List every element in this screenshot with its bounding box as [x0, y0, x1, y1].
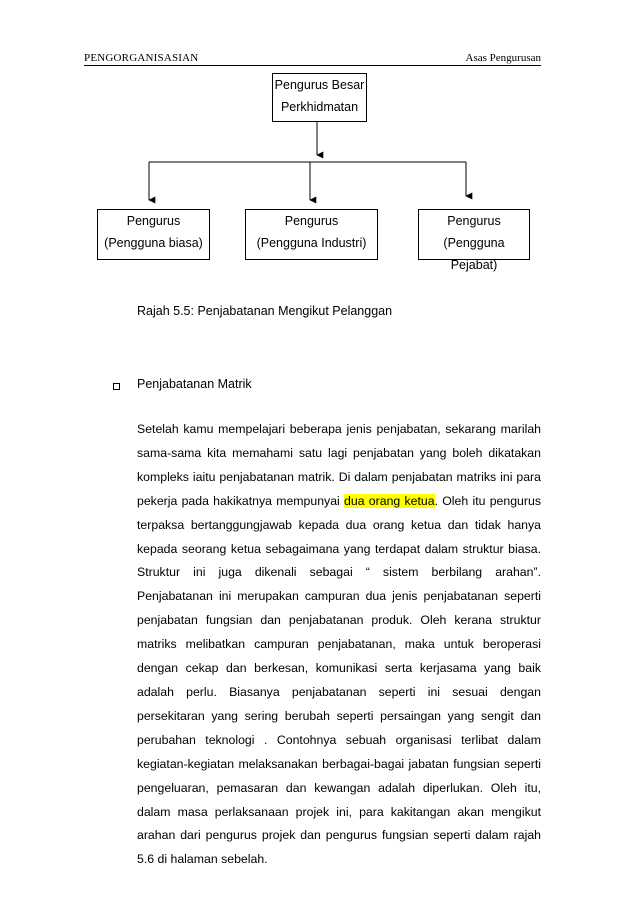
org-node-child-1-line2: (Pengguna biasa): [104, 236, 203, 250]
org-node-child-2: [245, 209, 378, 260]
org-node-top: [272, 73, 367, 122]
org-node-child-1: [97, 209, 210, 260]
org-node-child-1-line1: Pengurus: [126, 214, 181, 228]
org-node-child-3-line2: (Pengguna Pejabat): [443, 236, 505, 272]
highlighted-text: dua orang ketua: [344, 493, 435, 508]
header-chapter-title: PENGORGANISASIAN: [84, 52, 199, 64]
header-book-title: Asas Pengurusan: [465, 52, 541, 64]
org-node-top-line2: Perkhidmatan: [280, 100, 359, 114]
paragraph-text-before: Setelah kamu mempelajari beberapa jenis penjabatan, sekarang marilah sama-sama kita memahami satu lagi penjabatan yang boleh dikatakan kompleks iaitu penjabatanan matrik. Di dalam penjabatan matriks ini para pekerja pada hakikatnya mempunyai: [137, 422, 541, 508]
body-paragraph: [137, 418, 541, 872]
section-heading: Penjabatanan Matrik: [137, 377, 252, 391]
org-node-child-3: [418, 209, 530, 272]
org-node-child-2-line1: Pengurus: [284, 214, 339, 228]
org-node-top-line1: Pengurus Besar: [274, 78, 365, 92]
square-bullet-icon: [113, 383, 120, 390]
figure-caption: Rajah 5.5: Penjabatanan Mengikut Pelanggan: [137, 304, 393, 318]
org-node-child-2-line2: (Pengguna Industri): [256, 236, 367, 250]
org-node-child-3-line1: Pengurus: [447, 214, 501, 228]
paragraph-text-after: . Oleh itu pengurus terpaksa bertanggungjawab kepada dua orang ketua dan tidak hanya kepada seorang ketua sebagaimana yang terdapat dalam struktur biasa. Struktur ini juga dikenali sebagai “ sistem berbilang arahan”. Penjabatanan ini merupakan campuran dua jenis penjabatanan seperti penjabatan fungsian dan penjabatanan produk. Oleh kerana struktur matriks melibatkan campuran penjabatanan, maka untuk beroperasi dengan cekap dan berkesan, komunikasi serta kerjasama yang baik adalah perlu. Biasanya penjabatanan seperti ini sesuai dengan persekitaran yang sering berubah seperti persaingan yang sengit dan perubahan teknologi . Contohnya sebuah organisasi terlibat dalam kegiatan-kegiatan melaksanakan berbagai-bagai jabatan fungsian seperti pengeluaran, pemasaran dan kewangan adalah diperlukan. Oleh itu, dalam masa perlaksanaan projek ini, para kakitangan akan mengikut arahan dari pengurus projek dan pengurus fungsian seperti dalam rajah 5.6 di halaman sebelah.: [137, 493, 541, 867]
